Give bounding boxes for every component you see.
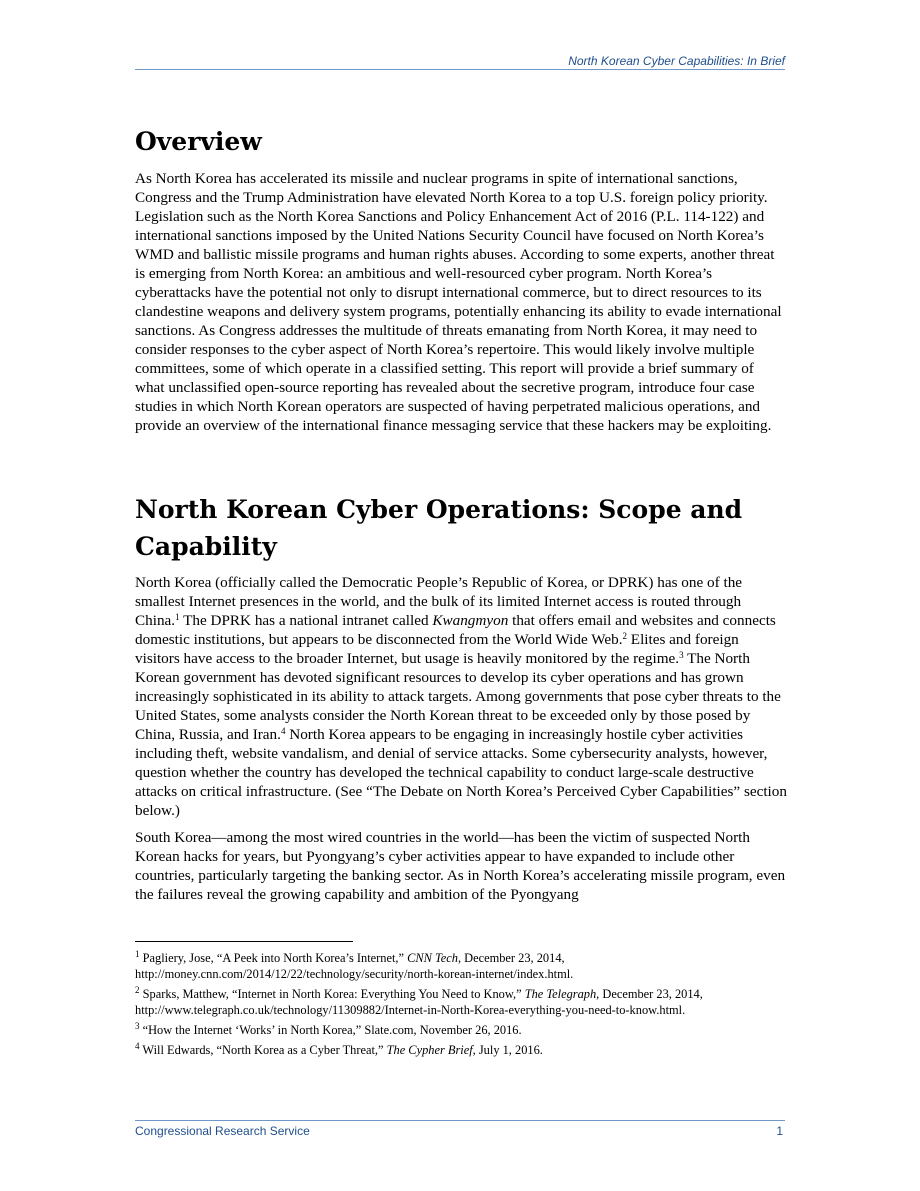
footnote-ref-3[interactable]: 3 xyxy=(679,650,684,660)
page-footer xyxy=(135,1124,785,1138)
running-header: North Korean Cyber Capabilities: In Brief xyxy=(568,54,785,68)
footnote-1: $^1$ Pagliery, Jose, “A Peek into North Korea’s Internet,” CNN Tech, December 23, 2014, http://money.cnn.com/2014/12/22/technology/security/north-korean-internet/index.html. xyxy=(135,949,574,981)
footnote-4: $^4$ Will Edwards, “North Korea as a Cyber Threat,” The Cypher Brief, July 1, 2016. xyxy=(135,1041,543,1057)
publisher-name: Congressional Research Service xyxy=(135,1124,310,1138)
header-rule xyxy=(135,69,785,70)
intranet-name: Kwangmyon xyxy=(432,612,509,629)
footnote-2: $^2$ Sparks, Matthew, “Internet in North Korea: Everything You Need to Know,” The Telegraph, December 23, 2014, http://www.telegraph.co.uk/technology/11309882/Internet-in-North-Korea-everything-you-need-to-know.html. xyxy=(135,985,703,1017)
footnote-ref-2[interactable]: 2 xyxy=(622,631,627,641)
cyber-paragraph-1: North Korea (officially called the Democratic People’s Republic of Korea, or DPRK) has one of the smallest Internet presences in the world, and the bulk of its limited Internet access is routed through China.$^1$ The DPRK has a national intranet called Kwangmyon that offers email and websites and connects domestic institutions, but appears to be disconnected from the World Wide Web.$^2$ Elites and foreign visitors have access to the broader Internet, but usage is heavily monitored by the regime.$^3$ The North Korean government has devoted significant resources to develop its cyber operations and has grown increasingly sophisticated in its ability to attack targets. Among governments that pose cyber threats to the United States, some analysts consider the North Korean threat to be exceeded only by those posed by China, Russia, and Iran.$^4$ North Korea appears to be engaging in increasingly hostile cyber activities including theft, website vandalism, and denial of service attacks. Some cybersecurity analysts, however, question whether the country has developed the technical capability to conduct large-scale destructive attacks on critical infrastructure. (See “The Debate on North Korea’s Perceived Cyber Capabilities” section below.) xyxy=(135,574,787,819)
cyber-operations-heading: North Korean Cyber Operations: Scope and Capability xyxy=(135,495,743,561)
overview-heading: Overview xyxy=(135,127,262,156)
footnote-separator xyxy=(135,941,353,942)
footer-rule xyxy=(135,1120,785,1121)
overview-paragraph: As North Korea has accelerated its missile and nuclear programs in spite of international sanctions, Congress and the Trump Administration have elevated North Korea to a top U.S. foreign policy priority. Legislation such as the North Korea Sanctions and Policy Enhancement Act of 2016 (P.L. 114-122) and international sanctions imposed by the United Nations Security Council have focused on North Korea’s WMD and ballistic missile programs and human rights abuses. According to some experts, another threat is emerging from North Korea: an ambitious and well-resourced cyber program. North Korea’s cyberattacks have the potential not only to disrupt international commerce, but to direct resources to its clandestine weapons and delivery system programs, potentially enhancing its ability to evade international sanctions. As Congress addresses the multitude of threats emanating from North Korea, it may need to consider responses to the cyber aspect of North Korea’s repertoire. This would likely involve multiple committees, some of which operate in a classified setting. This report will provide a brief summary of what unclassified open-source reporting has revealed about the secretive program, introduce four case studies in which North Korean operators are suspected of having perpetrated malicious operations, and provide an overview of the international finance messaging service that these hackers may be exploiting. xyxy=(135,170,782,434)
overview-body xyxy=(135,169,787,435)
cyber-operations-body xyxy=(135,573,787,904)
footnotes xyxy=(135,950,787,1062)
footnote-ref-1[interactable]: 1 xyxy=(175,612,180,622)
page-number: 1 xyxy=(776,1124,783,1138)
footnote-ref-4[interactable]: 4 xyxy=(280,726,286,736)
cyber-paragraph-2: South Korea—among the most wired countries in the world—has been the victim of suspected North Korean hacks for years, but Pyongyang’s cyber activities appear to have expanded to include other countries, particularly targeting the banking sector. As in North Korea’s accelerating missile program, even the failures reveal the growing capability and ambition of the Pyongyang xyxy=(135,829,786,903)
footnote-3: $^3$ “How the Internet ‘Works’ in North Korea,” Slate.com, November 26, 2016. xyxy=(135,1021,522,1037)
